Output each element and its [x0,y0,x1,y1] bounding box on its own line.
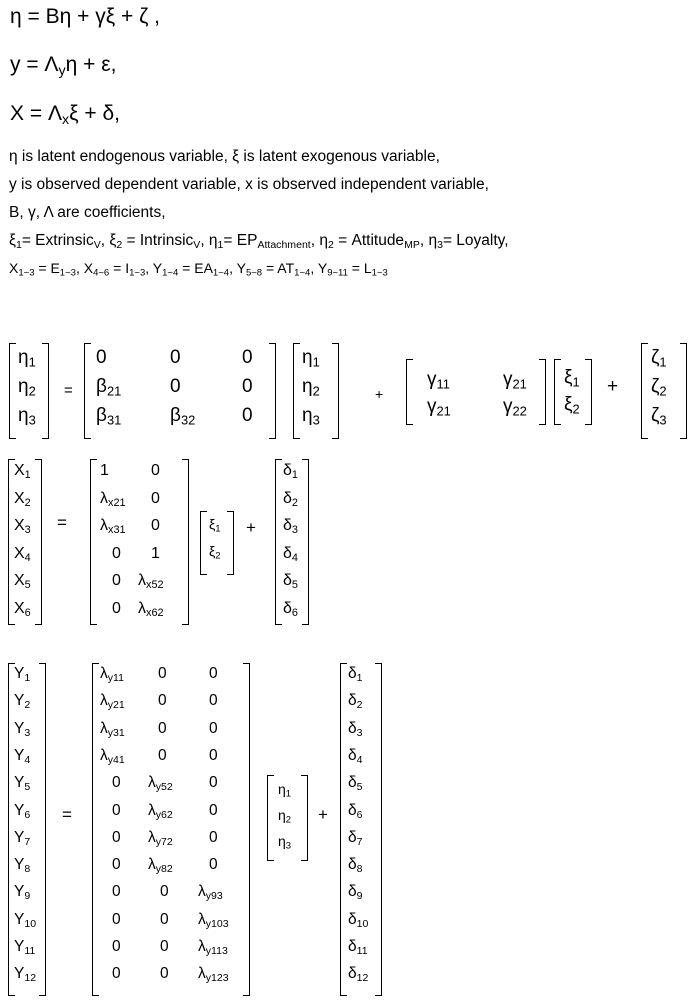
lambda-y-matrix-cell: $\lambda_{y52}$ [148,774,173,794]
lambda-y-matrix-cell: 0 [112,883,121,901]
x-vector-cell: $X_3$ [14,517,31,537]
lambda-y-matrix-cell: 0 [209,801,218,819]
lambda-x-matrix-right-bracket [182,459,189,625]
lambda-y-matrix-right-bracket [243,663,250,996]
lambda-y-matrix-cell: 0 [209,828,218,846]
delta-vector-cell: $\delta_{11}$ [348,938,368,957]
lambda-y-matrix-cell: $\lambda_{y72}$ [148,828,173,848]
lambda-y-matrix-cell: 0 [112,801,121,819]
lambda-y-matrix-cell: 0 [112,938,121,955]
x-vector-cell: $X_6$ [14,599,31,619]
B-matrix [84,343,276,439]
eta-lhs-vector-cell: $\eta_1$ [18,347,36,370]
eta-rhs-vector [293,343,339,439]
delta-vector-left-bracket [340,663,347,996]
lambda-y-matrix-cell: 0 [209,692,218,710]
lambda-y-matrix-cell: 0 [112,774,121,792]
B-matrix-cell: 0 [96,347,107,368]
x-vector-cell: $X_1$ [14,462,31,482]
lambda-y-matrix-cell: $\lambda_{y123}$ [198,965,229,985]
delta-vector-cell: $\delta_2$ [348,692,363,712]
eta-rhs-vector-cell: $\eta_2$ [302,376,320,399]
delta-vector-cell: $\delta_2$ [283,489,298,509]
delta-vector-right-bracket [302,459,309,625]
lambda-x-matrix-cell: 0 [151,462,160,479]
lambda-y-matrix-cell: 0 [112,965,121,983]
delta-vector [275,459,309,625]
eta-vector-cell: $\eta_2$ [278,807,292,826]
description-line-4: $\xi_1=$ Extrinsic$_V$, $\xi_2$ = Intrinsic$_V$, $\eta_1= EP_{Attachment}$, $\eta_2$ = Attitude$_{MP}$, $\eta_3=$ Loyalty, [9,232,509,251]
plus-sign: + [246,518,256,537]
plus-sign: + [318,805,328,824]
lambda-y-matrix-cell: 0 [209,774,218,792]
y-vector-cell: $Y_5$ [14,774,31,794]
y-vector-cell: $Y_9$ [14,883,31,903]
delta-vector-cell: $\delta_4$ [348,746,363,766]
x-vector-cell: $X_4$ [14,544,31,564]
lambda-y-matrix-cell: 0 [160,938,169,955]
xi-vector [554,359,592,425]
delta-vector-cell: $\delta_{10}$ [348,910,369,930]
gamma-matrix-cell: $\gamma_{21}$ [427,396,451,419]
B-matrix-right-bracket [269,343,276,439]
lambda-y-matrix-cell: 0 [160,965,169,983]
xi-vector-left-bracket [554,359,561,425]
lambda-y-matrix-cell: 0 [112,910,121,928]
B-matrix-cell: $\beta_{21}$ [96,376,122,399]
lambda-y-matrix-cell: 0 [160,910,169,928]
zeta-vector-cell: $\zeta_2$ [651,376,667,399]
description-line-2: y is observed dependent variable, x is observed independent variable, [9,176,489,193]
gamma-matrix [406,359,546,425]
lambda-x-matrix-cell: $\lambda_{x52}$ [138,572,164,592]
y-vector-cell: $Y_3$ [14,719,31,739]
zeta-vector-right-bracket [680,343,687,439]
zeta-vector [641,343,687,439]
zeta-vector-left-bracket [641,343,648,439]
xi-vector-right-bracket [585,359,592,425]
lambda-x-matrix-cell: 0 [151,517,160,534]
lambda-y-matrix-cell: $\lambda_{y62}$ [148,801,173,821]
lambda-y-matrix-cell: 0 [158,692,167,710]
y-vector [8,663,46,996]
lambda-y-matrix-cell: 0 [112,856,121,874]
eta-rhs-vector-cell: $\eta_3$ [302,405,320,428]
lambda-x-matrix-cell: $\lambda_{x31}$ [100,517,126,537]
lambda-x-matrix-cell: 1 [151,544,160,562]
eta-vector-cell: $\eta_1$ [278,781,292,800]
measurement-equation-x: $X = \Lambda_x\xi + \delta$, [10,102,120,128]
y-vector-cell: $Y_7$ [14,828,31,848]
gamma-matrix-cell: $\gamma_{21}$ [503,369,527,392]
delta-vector-cell: $\delta_4$ [283,544,298,564]
B-matrix-cell: $\beta_{31}$ [96,405,122,428]
y-vector-cell: $Y_{10}$ [14,910,37,930]
lambda-y-matrix-cell: 0 [112,828,121,846]
lambda-y-matrix-cell: $\lambda_{y31}$ [100,719,125,739]
x-vector-right-bracket [35,459,42,625]
lambda-x-matrix-left-bracket [90,459,97,625]
zeta-vector-cell: $\zeta_3$ [651,405,667,428]
xi-vector-cell: $\xi_1$ [564,367,580,390]
delta-vector [340,663,382,996]
structural-equation: η = Bη + γξ + ζ , [10,5,160,28]
xi-vector-cell: $\xi_2$ [209,543,221,562]
B-matrix-cell: 0 [242,405,253,426]
delta-vector-cell: $\delta_1$ [348,665,363,684]
B-matrix-cell: 0 [170,376,181,397]
lambda-y-matrix-cell: 0 [209,719,218,737]
lambda-y-matrix-cell: $\lambda_{y103}$ [198,910,229,930]
gamma-matrix-left-bracket [406,359,413,425]
xi-vector [200,511,234,575]
eta-vector [267,775,308,861]
description-line-5: $X_{1\sim 3} = E_{1\sim 3}$, $X_{4\sim 6} = I_{1\sim 3}$, $Y_{1\sim 4} = EA_{1\sim 4}$, $Y_{5\sim 8} = AT_{1\sim 4}$, $Y_{9\sim 11} = L_{1\sim 3}$ [9,260,388,279]
plus-sign: + [375,386,384,402]
equals-sign: = [64,382,73,399]
y-vector-cell: $Y_{12}$ [14,965,37,985]
lambda-y-matrix-cell: $\lambda_{y41}$ [100,746,125,766]
y-vector-cell: $Y_{11}$ [14,938,36,957]
xi-vector-cell: $\xi_1$ [209,516,221,535]
eta-rhs-vector-right-bracket [332,343,339,439]
lambda-y-matrix-cell: 0 [158,746,167,764]
delta-vector-cell: $\delta_6$ [283,599,298,619]
delta-vector-right-bracket [375,663,382,996]
eta-rhs-vector-cell: $\eta_1$ [302,347,320,370]
B-matrix-cell: 0 [242,347,253,368]
plus-sign: + [607,376,619,397]
B-matrix-cell: 0 [170,347,181,368]
eta-lhs-vector-cell: $\eta_2$ [18,376,36,399]
equals-sign: = [62,805,72,824]
lambda-y-matrix-cell: $\lambda_{y11}$ [100,665,124,684]
lambda-y-matrix-cell: 0 [209,856,218,874]
lambda-y-matrix-cell: $\lambda_{y93}$ [198,883,223,903]
delta-vector-cell: $\delta_7$ [348,828,363,848]
eta-vector-left-bracket [267,775,274,861]
delta-vector-cell: $\delta_5$ [283,572,298,592]
delta-vector-cell: $\delta_{12}$ [348,965,369,985]
delta-vector-cell: $\delta_9$ [348,883,363,903]
lambda-y-matrix [92,663,250,996]
gamma-matrix-cell: $\gamma_{11}$ [427,369,450,392]
eta-lhs-vector [9,343,49,439]
description-line-1: η is latent endogenous variable, ξ is latent exogenous variable, [9,148,440,165]
zeta-vector-cell: $\zeta_1$ [651,347,667,370]
eta-lhs-vector-left-bracket [9,343,16,439]
equals-sign: = [57,513,67,532]
B-matrix-cell: 0 [242,376,253,397]
lambda-y-matrix-cell: 0 [160,883,169,901]
description-line-3: B, γ, Λ are coefficients, [9,204,166,221]
lambda-x-matrix-cell: 0 [151,489,160,507]
measurement-equation-y: $y = \Lambda_y\eta + \varepsilon$, [10,53,117,79]
xi-vector-left-bracket [200,511,207,575]
xi-vector-right-bracket [227,511,234,575]
eta-vector-cell: $\eta_3$ [278,833,292,852]
lambda-x-matrix [90,459,189,625]
lambda-x-matrix-cell: 0 [112,572,121,589]
lambda-y-matrix-left-bracket [92,663,99,996]
lambda-x-matrix-cell: 0 [112,544,121,562]
B-matrix-left-bracket [84,343,91,439]
delta-vector-cell: $\delta_5$ [348,774,363,794]
B-matrix-cell: $\beta_{32}$ [170,405,196,428]
delta-vector-cell: $\delta_6$ [348,801,363,821]
delta-vector-cell: $\delta_8$ [348,856,363,876]
y-vector-cell: $Y_2$ [14,692,31,712]
eta-lhs-vector-right-bracket [42,343,49,439]
y-vector-cell: $Y_4$ [14,746,31,766]
lambda-y-matrix-cell: 0 [209,665,218,682]
y-vector-cell: $Y_1$ [14,665,31,684]
lambda-x-matrix-cell: 1 [100,462,109,479]
lambda-x-matrix-cell: 0 [112,599,121,617]
lambda-y-matrix-cell: $\lambda_{y21}$ [100,692,125,712]
delta-vector-cell: $\delta_1$ [283,462,298,482]
y-vector-cell: $Y_8$ [14,856,31,876]
delta-vector-cell: $\delta_3$ [348,719,363,739]
lambda-y-matrix-cell: $\lambda_{y113}$ [198,938,228,957]
gamma-matrix-right-bracket [539,359,546,425]
lambda-y-matrix-cell: 0 [158,719,167,737]
delta-vector-left-bracket [275,459,282,625]
x-vector [8,459,42,625]
eta-rhs-vector-left-bracket [293,343,300,439]
y-vector-cell: $Y_6$ [14,801,31,821]
eta-vector-right-bracket [301,775,308,861]
y-vector-right-bracket [39,663,46,996]
lambda-y-matrix-cell: 0 [209,746,218,764]
lambda-x-matrix-cell: $\lambda_{x21}$ [100,489,126,509]
lambda-y-matrix-cell: 0 [158,665,167,682]
x-vector-cell: $X_5$ [14,572,31,592]
lambda-y-matrix-cell: $\lambda_{y82}$ [148,856,173,876]
eta-lhs-vector-cell: $\eta_3$ [18,405,36,428]
lambda-x-matrix-cell: $\lambda_{x62}$ [138,599,164,619]
variable-description [9,148,509,288]
xi-vector-cell: $\xi_2$ [564,394,580,417]
delta-vector-cell: $\delta_3$ [283,517,298,537]
x-vector-cell: $X_2$ [14,489,31,509]
gamma-matrix-cell: $\gamma_{22}$ [503,396,527,419]
